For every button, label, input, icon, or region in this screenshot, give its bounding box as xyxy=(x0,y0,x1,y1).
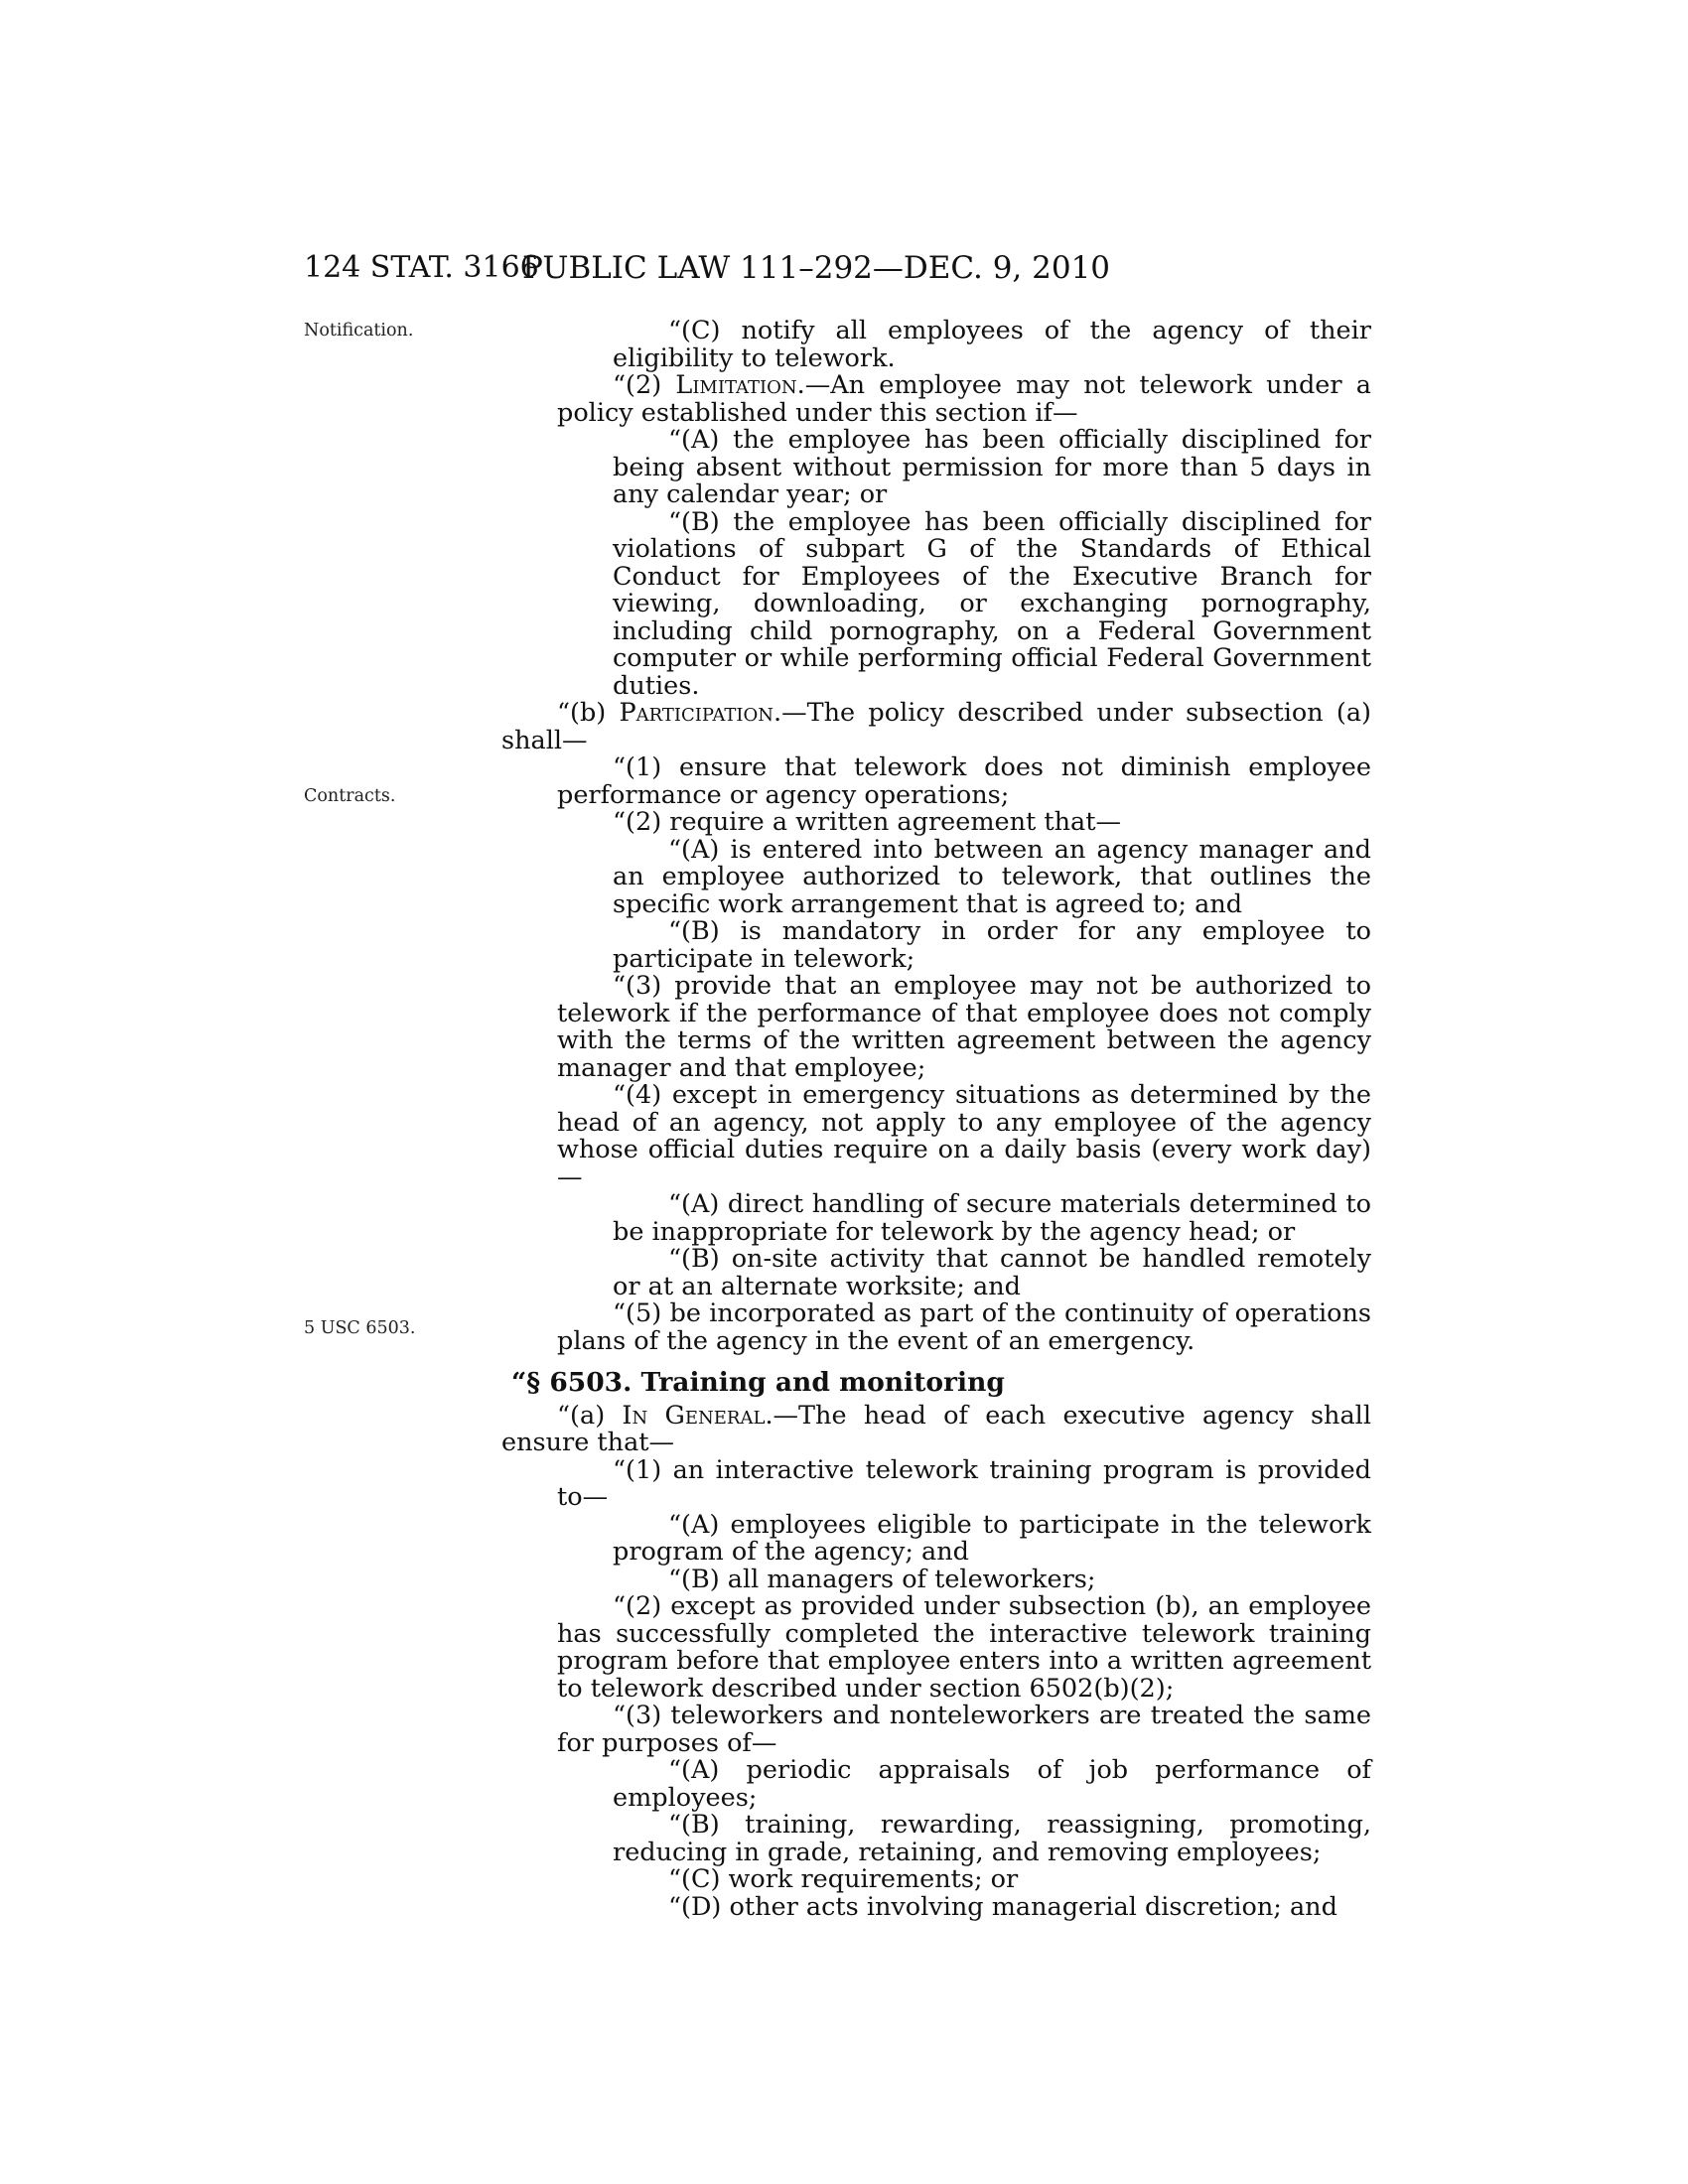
statute-paragraph xyxy=(501,1400,1371,1457)
statute-paragraph: “(3) provide that an employee may not be authorized to telework if the performance of that employee does not comply with the terms of the written agreement between the agency manager and that employee; xyxy=(557,971,1371,1083)
statute-paragraph: “(A) periodic appraisals of job performance of employees; xyxy=(613,1755,1371,1813)
statute-paragraph: “(5) be incorporated as part of the continuity of operations plans of the agency in the event of an emergency. xyxy=(557,1298,1371,1356)
margin-note: Notification. xyxy=(304,321,414,341)
paragraph-designator: “(b) xyxy=(557,698,620,728)
statute-paragraph: “(A) employees eligible to participate in the telework program of the agency; and xyxy=(613,1509,1371,1567)
statute-paragraph: “(B) training, rewarding, reassigning, promoting, reducing in grade, retaining, and removing employees; xyxy=(613,1810,1371,1867)
statute-paragraph: “(D) other acts involving managerial discretion; and xyxy=(668,1891,1337,1922)
statute-paragraph: “(C) notify all employees of the agency of their eligibility to telework. xyxy=(613,316,1371,373)
statute-paragraph xyxy=(501,372,1371,427)
paragraph-caption: Participation xyxy=(619,698,774,728)
statute-paragraph: “(C) work requirements; or xyxy=(668,1864,1019,1894)
margin-note: Contracts. xyxy=(304,786,396,806)
paragraph-text: .—An employee may not telework under a policy established under this section if— xyxy=(557,370,1372,428)
statute-paragraph: “(B) all managers of teleworkers; xyxy=(668,1564,1096,1594)
stat-citation: 124 STAT. 3166 xyxy=(304,250,539,285)
statute-paragraph xyxy=(501,700,1371,754)
document-body xyxy=(501,318,1371,1921)
statute-paragraph: “(A) is entered into between an agency manager and an employee authorized to telework, that outlines the specific work arrangement that is agreed to; and xyxy=(613,834,1371,919)
paragraph-caption: In General xyxy=(622,1400,766,1431)
page-header xyxy=(304,250,1371,290)
statute-paragraph: “(2) except as provided under subsection (b), an employee has successfully completed the interactive telework training program before that employee enters into a written agreement to telework described under section 6502(b)(2); xyxy=(557,1591,1371,1704)
statute-paragraph: “(3) teleworkers and nonteleworkers are treated the same for purposes of— xyxy=(557,1701,1371,1758)
statute-paragraph: “(4) except in emergency situations as determined by the head of an agency, not apply to any employee of the agency whose official duties require on a daily basis (every work day)— xyxy=(557,1080,1371,1192)
statute-paragraph: “(A) direct handling of secure materials determined to be inappropriate for telework by the agency head; or xyxy=(613,1189,1371,1247)
statute-paragraph: “(B) on-site activity that cannot be handled remotely or at an alternate worksite; and xyxy=(613,1244,1371,1301)
paragraph-text: .—The head of each executive agency shall ensure that— xyxy=(501,1400,1371,1457)
statute-paragraph: “(B) is mandatory in order for any employee to participate in telework; xyxy=(613,916,1371,974)
paragraph-designator: “(2) xyxy=(613,370,676,400)
statute-paragraph: “(2) require a written agreement that— xyxy=(613,807,1121,837)
paragraph-text: .—The policy described under subsection (a) shall— xyxy=(501,698,1371,755)
statute-paragraph: “(1) ensure that telework does not diminish employee performance or agency operations; xyxy=(557,752,1371,810)
paragraph-caption: Limitation xyxy=(675,370,797,400)
section-heading: “§ 6503. Training and monitoring xyxy=(511,1367,1005,1398)
law-title: PUBLIC LAW 111–292—DEC. 9, 2010 xyxy=(522,250,1111,286)
paragraph-designator: “(a) xyxy=(557,1400,623,1431)
statute-paragraph: “(B) the employee has been officially disciplined for violations of subpart G of the Standards of Ethical Conduct for Employees of the Executive Branch for viewing, downloading, or exchanging pornography, including child pornography, on a Federal Government computer or while performing official Federal Government duties. xyxy=(613,506,1371,701)
statute-paragraph: “(1) an interactive telework training program is provided to— xyxy=(557,1454,1371,1512)
statute-paragraph: “(A) the employee has been officially disciplined for being absent without permission for more than 5 days in any calendar year; or xyxy=(613,425,1371,509)
margin-note: 5 USC 6503. xyxy=(304,1318,416,1338)
